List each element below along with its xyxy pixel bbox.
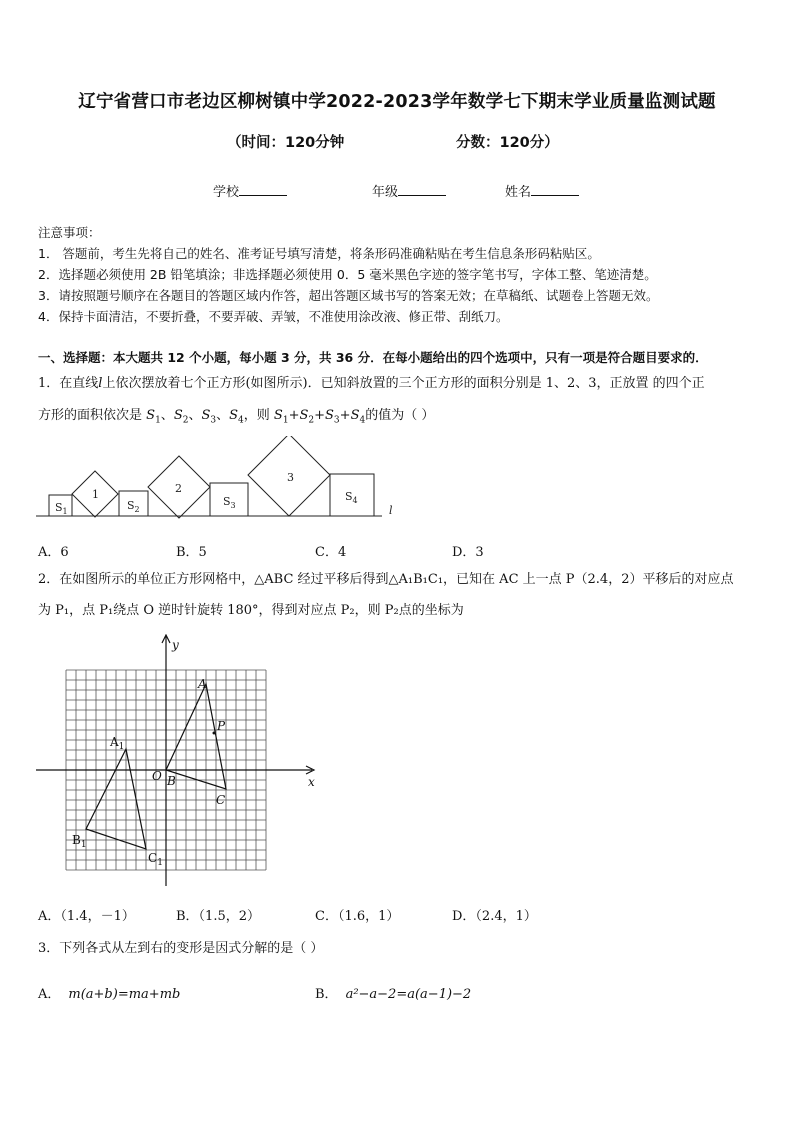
q1-option-b[interactable]: B．5: [176, 545, 207, 560]
q2-option-a[interactable]: A．（1.4，－1）: [38, 909, 135, 924]
question-3-stem: 3．下列各式从左到右的变形是因式分解的是（ ）: [38, 941, 324, 956]
svg-text:S4: $S_4$: [345, 490, 358, 505]
svg-text:S1: $S_1$: [55, 501, 68, 516]
q2-option-c[interactable]: C．（1.6，1）: [315, 909, 400, 924]
q3-option-a[interactable]: A． m(a+b)=ma+mb: [38, 987, 181, 1002]
origin-label: O: [152, 769, 162, 783]
question-1-line1: 1．在直线l上依次摆放着七个正方形(如图所示)．已知斜放置的三个正方形的面积分别是 1、2、3，正放置 的四个正: [38, 376, 705, 391]
svg-text:C1: $C_1$: [148, 851, 163, 868]
note-item: 3．请按照题号顺序在各题目的答题区域内作答，超出答题区域书写的答案无效；在草稿纸、试题卷上答题无效。: [38, 288, 659, 303]
q3-option-b[interactable]: B． a²−a−2=a(a−1)−2: [315, 987, 472, 1002]
point-b-label: B: [167, 774, 176, 788]
s1-label: S: [55, 501, 63, 514]
q1-option-d[interactable]: D．3: [452, 545, 484, 560]
point-b1-label: B: [72, 833, 81, 847]
line-label: l: [389, 504, 393, 517]
q1-option-c[interactable]: C．4: [315, 545, 347, 560]
s3-label: S: [223, 495, 231, 508]
tilted-label-1: 1: [92, 488, 99, 501]
tilted-label-2: 2: [175, 482, 182, 495]
note-item: 2．选择题必须使用 2B 铅笔填涂；非选择题必须使用 0．5 毫米黑色字迹的签字笔书写，字体工整、笔迹清楚。: [38, 267, 657, 282]
grade-field: [372, 181, 446, 200]
question-2-line2: 为 P₁，点 P₁绕点 O 逆时针旋转 180°，得到对应点 P₂，则 P₂点的坐标为: [38, 603, 464, 618]
point-a-label: A: [198, 677, 207, 691]
svg-text:S2: $S_2$: [127, 499, 140, 514]
note-item: 4．保持卡面清洁，不要折叠，不要弄破、弄皱，不准使用涂改液、修正带、刮纸刀。: [38, 309, 509, 324]
exam-time: （时间：120分钟: [227, 135, 345, 151]
school-label: 学校: [213, 185, 240, 200]
grid-figure: [36, 634, 326, 894]
tilted-label-3: 3: [287, 471, 294, 484]
notes-block: [38, 222, 658, 327]
grade-label: 年级: [372, 185, 399, 200]
svg-text:S3: $S_3$: [223, 495, 236, 510]
point-c-label: C: [216, 793, 226, 807]
section-heading: 一、选择题：本大题共 12 个小题，每小题 3 分，共 36 分．在每小题给出的四个选项中，只有一项是符合题目要求的．: [38, 350, 708, 365]
page-title: 辽宁省营口市老边区柳树镇中学2022-2023学年数学七下期末学业质量监测试题: [78, 92, 716, 112]
exam-score: 分数：120分）: [456, 135, 559, 151]
question-2-line1: 2．在如图所示的单位正方形网格中，△ABC 经过平移后得到△A₁B₁C₁，已知在 AC 上一点 P（2.4，2）平移后的对应点: [38, 572, 734, 587]
name-field: [505, 181, 579, 200]
name-label: 姓名: [505, 185, 532, 200]
svg-text:B1: $B_1$: [72, 833, 87, 850]
x-label: x: [308, 775, 315, 789]
q2-option-b[interactable]: B．（1.5，2）: [176, 909, 260, 924]
question-1-line2: 方形的面积依次是 $S_1$、$S_2$、$S_3$、$S_4$，则 $S_1+S_2+S_3+S_4$的值为（ ）: [38, 408, 435, 426]
school-field: [213, 181, 287, 200]
s2-label: S: [127, 499, 135, 512]
point-p-label: P: [217, 719, 226, 733]
note-item: 1． 答题前，考生先将自己的姓名、准考证号填写清楚，将条形码准确粘贴在考生信息条形码粘贴区。: [38, 246, 600, 261]
point-p: [213, 732, 216, 735]
q1-option-a[interactable]: A．6: [38, 545, 69, 560]
s4-label: S: [345, 490, 353, 503]
point-a1-label: A: [110, 735, 119, 749]
y-label: y: [172, 638, 179, 652]
svg-text:A1: $A_1$: [110, 735, 125, 752]
point-c1-label: C: [148, 851, 158, 865]
q2-option-d[interactable]: D．（2.4，1）: [452, 909, 537, 924]
squares-figure: [36, 436, 406, 526]
notes-heading: 注意事项：: [38, 225, 101, 240]
